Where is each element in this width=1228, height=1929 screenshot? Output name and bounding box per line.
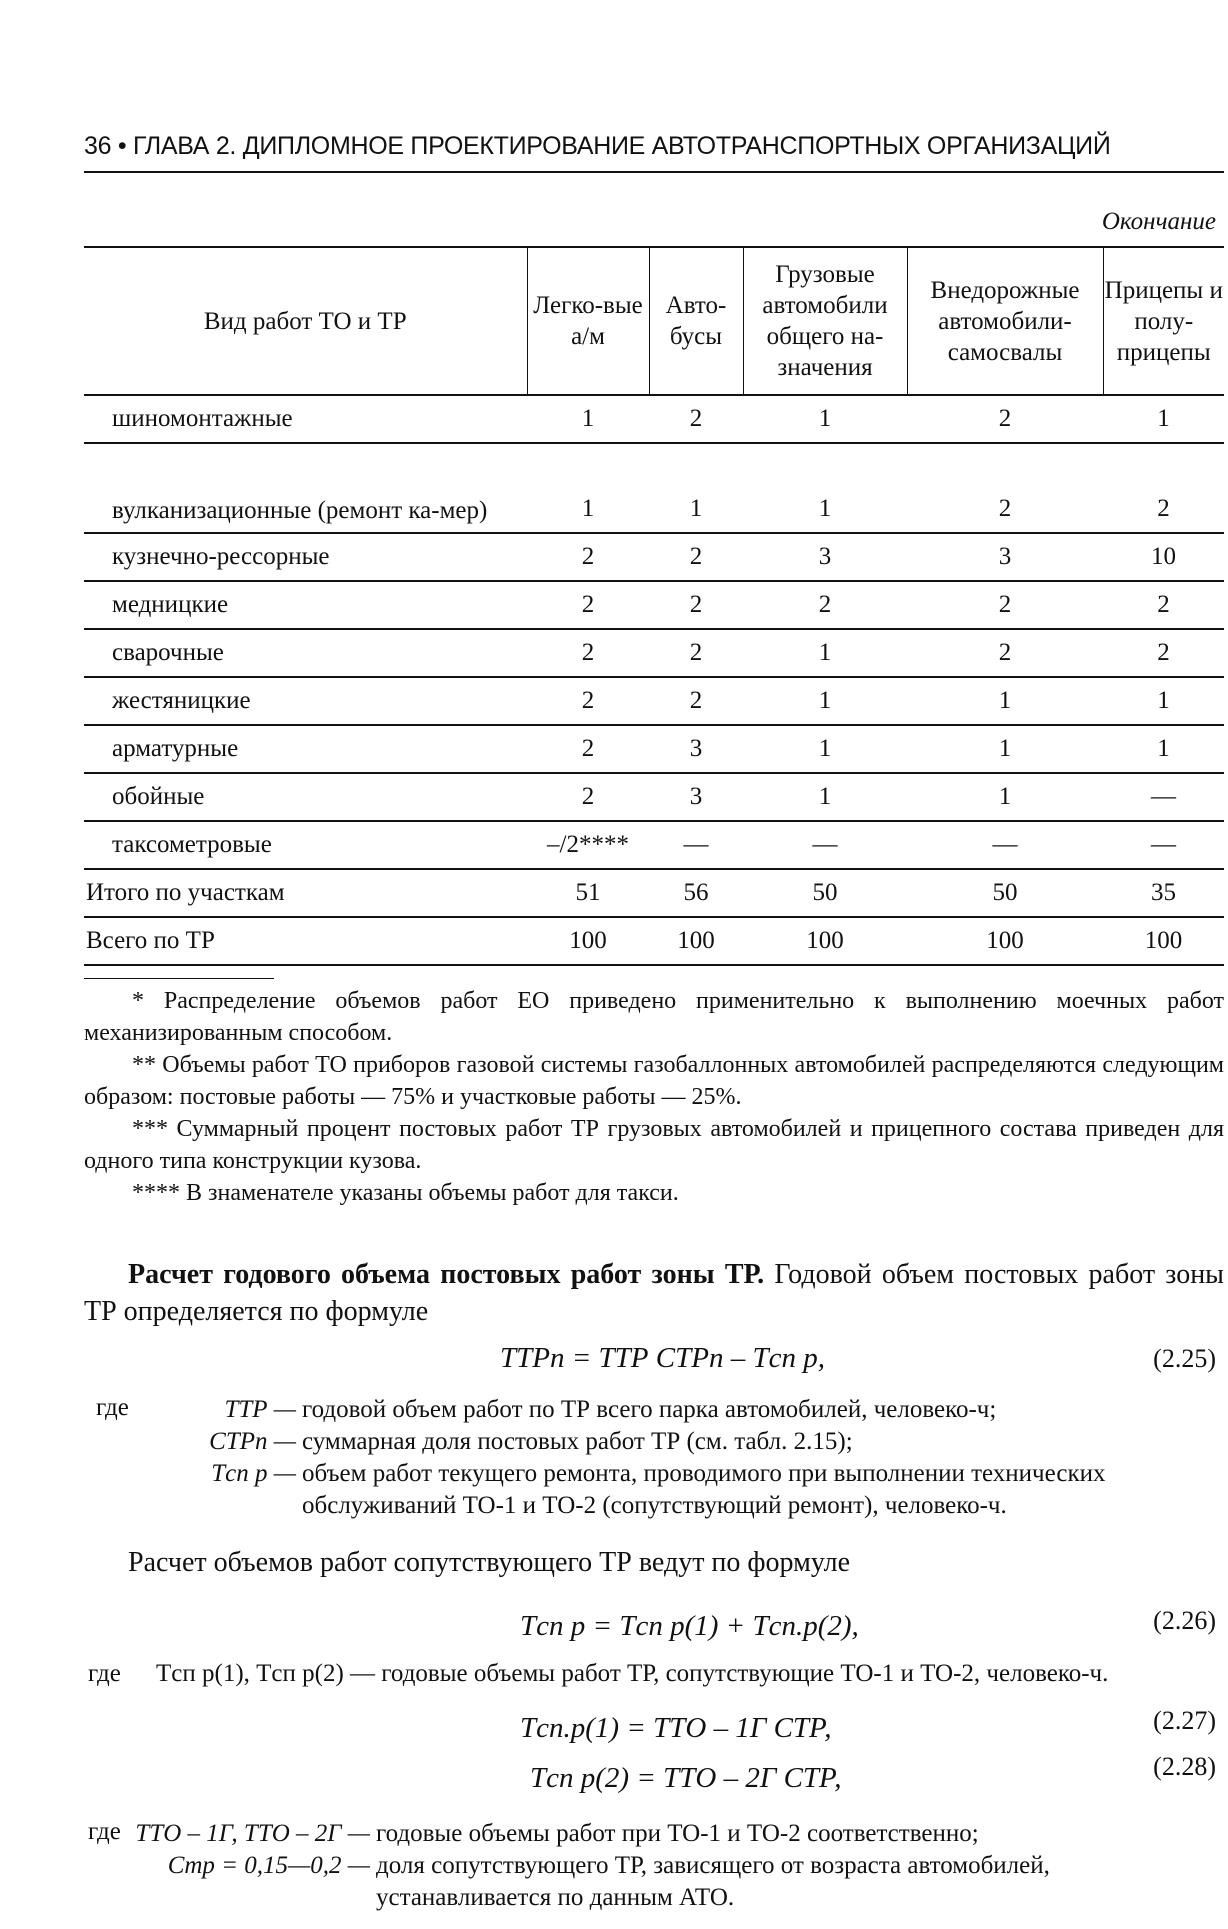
table-cell: 10 (1103, 533, 1224, 581)
table-cell: 100 (649, 917, 743, 965)
table-cell: 56 (649, 869, 743, 917)
table-cell: 1 (907, 677, 1103, 725)
equation-number: (2.27) (1153, 1706, 1216, 1735)
paragraph-1 (84, 1256, 1224, 1330)
table-cell: 2 (649, 395, 743, 443)
table-cell: 1 (1103, 395, 1224, 443)
table-row (84, 581, 1224, 629)
table-cell: 2 (649, 533, 743, 581)
table-cell: 2 (907, 395, 1103, 443)
definition-row (120, 1850, 1220, 1914)
table-cell: 1 (907, 725, 1103, 773)
table-cell: 2 (907, 581, 1103, 629)
table-cell: 2 (1103, 443, 1224, 533)
table-row (84, 629, 1224, 677)
paragraph-text: Годовой объем постовых работ зоны ТР определяется по формуле (84, 1259, 1224, 1327)
table-row (84, 869, 1224, 917)
table-cell: 1 (527, 395, 649, 443)
header-cell: Авто-бусы (649, 247, 743, 395)
row-label: таксометровые (84, 821, 527, 869)
header-cell: Легко-вые а/м (527, 247, 649, 395)
where-label: где (88, 1818, 121, 1845)
header-cell: Внедорожные автомобили-самосвалы (907, 247, 1103, 395)
table-cell: — (1103, 821, 1224, 869)
header-rule (84, 171, 1224, 173)
formula-2-28: Tсп р(2) = TТО – 2Г CТР, (530, 1762, 842, 1794)
table-cell: 3 (743, 533, 907, 581)
table-cell: 2 (527, 725, 649, 773)
definition-symbol: Cтр = 0,15—0,2 — (167, 1852, 370, 1879)
table-cell: 1 (649, 443, 743, 533)
table-cell: 2 (649, 677, 743, 725)
formula-2-25: TТРп = TТР CТРп – Tсп р, (500, 1342, 825, 1374)
footnote: **** В знаменателе указаны объемы работ для такси. (132, 1180, 679, 1206)
table-cell: 1 (743, 773, 907, 821)
table-cell: 1 (743, 395, 907, 443)
definition-text: доля сопутствующего ТР, зависящего от возраста автомобилей, устанавливается по данным АТО. (376, 1852, 1050, 1911)
table-row (84, 533, 1224, 581)
definition-text: суммарная доля постовых работ ТР (см. табл. 2.15); (302, 1428, 853, 1455)
equation-number: (2.28) (1153, 1752, 1216, 1781)
definition-symbol: TТО – 1Г, TТО – 2Г — (135, 1820, 370, 1847)
definition-row (180, 1458, 1220, 1522)
table-cell: 2 (649, 581, 743, 629)
table-cell: 51 (527, 869, 649, 917)
definition-symbol: TТР — (224, 1396, 296, 1423)
table-row (84, 917, 1224, 965)
where-label: где (96, 1394, 129, 1421)
row-label: медницкие (84, 581, 527, 629)
definition-symbol: CТРп — (209, 1428, 296, 1455)
header-cell: Грузовые автомобили общего на-значения (743, 247, 907, 395)
equation-number: (2.26) (1153, 1606, 1216, 1635)
row-label: сварочные (84, 629, 527, 677)
definition-row (180, 1426, 1220, 1458)
table-cell: 3 (649, 725, 743, 773)
row-label: шиномонтажные (84, 395, 527, 443)
definition-text: Tсп р(1), Tсп р(2) — годовые объемы работ ТР, сопутствующие ТО-1 и ТО-2, человеко-ч. (156, 1660, 1109, 1687)
row-label: Итого по участкам (84, 869, 527, 917)
table-cell: 2 (527, 533, 649, 581)
row-label: обойные (84, 773, 527, 821)
header-cell: Прицепы и полу-прицепы (1103, 247, 1224, 395)
formula-2-27: Tсп.р(1) = TТО – 1Г CТР, (520, 1712, 832, 1744)
table-cell: 2 (907, 443, 1103, 533)
table-cell: 2 (527, 773, 649, 821)
table-cell: 35 (1103, 869, 1224, 917)
paragraph-2 (84, 1544, 1224, 1581)
table-cell: — (743, 821, 907, 869)
row-label: кузнечно-рессорные (84, 533, 527, 581)
table-row (84, 443, 1224, 533)
table-cell: — (907, 821, 1103, 869)
equation-number: (2.25) (1153, 1344, 1216, 1373)
row-label: вулканизационные (ремонт ка-мер) (84, 443, 527, 533)
formula-2-26: Tсп р = Tсп р(1) + Tсп.р(2), (520, 1610, 859, 1642)
table-cell: –/2**** (527, 821, 649, 869)
paragraph-heading: Расчет годового объема постовых работ зоны ТР. (128, 1259, 765, 1290)
row-label: Всего по ТР (84, 917, 527, 965)
table-header-row (84, 247, 1224, 395)
footnote-rule (84, 978, 274, 979)
row-label: арматурные (84, 725, 527, 773)
work-distribution-table (84, 246, 1224, 966)
table-cell: 2 (907, 629, 1103, 677)
definition-row (180, 1394, 1220, 1426)
table-cell: 100 (527, 917, 649, 965)
table-cell: 3 (907, 533, 1103, 581)
table-cell: 3 (649, 773, 743, 821)
table-cell: 100 (743, 917, 907, 965)
definition-text: годовой объем работ по ТР всего парка автомобилей, человеко-ч; (302, 1396, 997, 1423)
table-cell: 2 (649, 629, 743, 677)
table-cell: 50 (743, 869, 907, 917)
where-label: где (88, 1660, 121, 1687)
table-cell: 1 (1103, 677, 1224, 725)
table-cell: 1 (743, 725, 907, 773)
table-cell: 50 (907, 869, 1103, 917)
paragraph-text: Расчет объемов работ сопутствующего ТР ведут по формуле (128, 1547, 851, 1578)
footnote: * Распределение объемов работ ЕО приведено применительно к выполнению моечных работ механизированным способом. (84, 988, 1224, 1046)
table-cell: 1 (1103, 725, 1224, 773)
running-header: 36 • ГЛАВА 2. ДИПЛОМНОЕ ПРОЕКТИРОВАНИЕ АВТОТРАНСПОРТНЫХ ОРГАНИЗАЦИЙ (84, 132, 1111, 160)
table-cell: 1 (743, 443, 907, 533)
table-cell: 2 (1103, 629, 1224, 677)
definitions-1 (180, 1394, 1220, 1522)
definition-text: объем работ текущего ремонта, проводимого при выполнении технических обслуживаний ТО-1 и ТО-2 (сопутствующий ремонт), человеко-ч. (302, 1460, 1106, 1519)
table-cell: 100 (1103, 917, 1224, 965)
table-row (84, 773, 1224, 821)
table-row (84, 395, 1224, 443)
table-caption: Окончание (1101, 208, 1216, 235)
table-cell: 2 (743, 581, 907, 629)
table-cell: 1 (743, 629, 907, 677)
row-label: жестяницкие (84, 677, 527, 725)
footnote: ** Объемы работ ТО приборов газовой системы газобаллонных автомобилей распределяются следующим образом: постовые работы — 75% и участковые работы — 25%. (84, 1052, 1224, 1110)
table-cell: 100 (907, 917, 1103, 965)
table-row (84, 821, 1224, 869)
table-cell: — (649, 821, 743, 869)
table-cell: 2 (527, 677, 649, 725)
footnote: *** Суммарный процент постовых работ ТР грузовых автомобилей и прицепного состава приведен для одного типа конструкции кузова. (84, 1116, 1224, 1174)
definition-symbol: Tсп р — (211, 1460, 296, 1487)
table-cell: 2 (527, 629, 649, 677)
table-cell: 2 (1103, 581, 1224, 629)
header-cell: Вид работ ТО и ТР (84, 247, 527, 395)
table-cell: 1 (907, 773, 1103, 821)
table-cell: 2 (527, 581, 649, 629)
table-row (84, 677, 1224, 725)
table-cell: — (1103, 773, 1224, 821)
definition-text: годовые объемы работ при ТО-1 и ТО-2 соответственно; (376, 1820, 979, 1847)
table-row (84, 725, 1224, 773)
table-cell: 1 (527, 443, 649, 533)
definition-row (120, 1818, 1220, 1850)
footnotes (84, 985, 1224, 1209)
table-cell: 1 (743, 677, 907, 725)
definitions-3 (120, 1818, 1220, 1914)
